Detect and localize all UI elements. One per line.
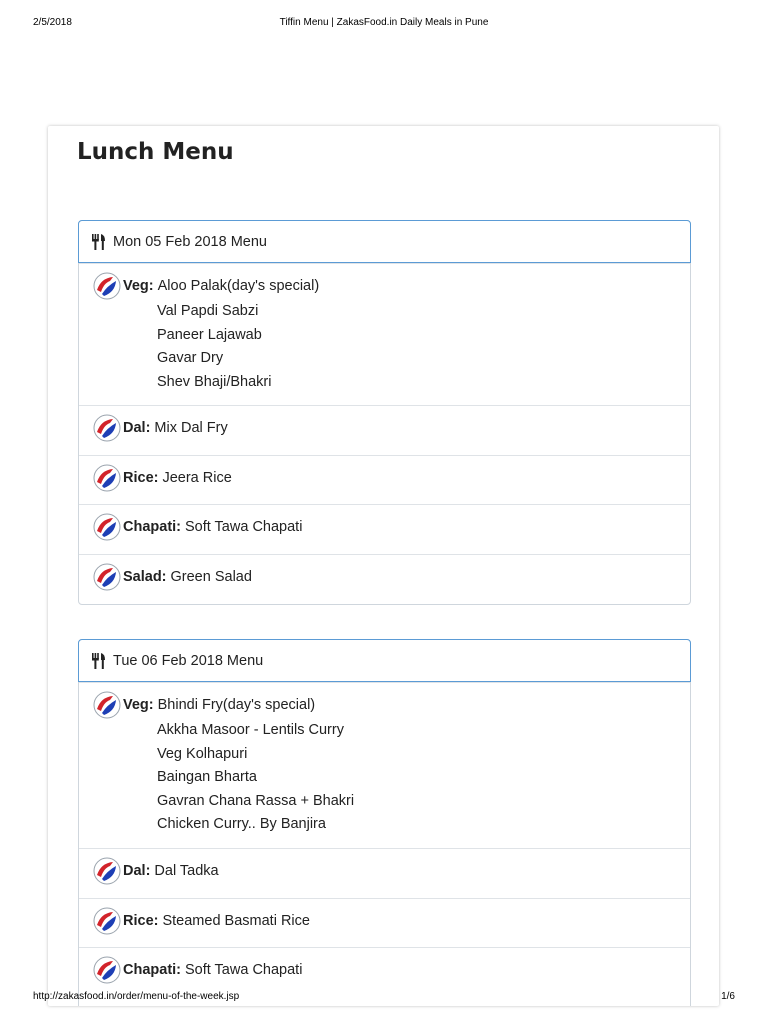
item-value: Jeera Rice [162,469,232,486]
zakas-logo-icon [93,414,121,442]
extra-items-list [157,300,690,394]
item-value: Soft Tawa Chapati [185,962,303,978]
item-key: Veg: [123,278,154,294]
day-menu-panel [78,220,691,605]
fork-knife-icon [92,653,106,669]
fork-knife-icon [92,234,106,250]
item-value: Soft Tawa Chapati [185,519,303,535]
print-header [0,17,768,33]
zakas-logo-icon [93,956,121,984]
day-menu-heading [78,639,691,682]
menu-card [48,126,719,1006]
item-key: Dal: [123,420,151,436]
menu-item-row [79,455,690,505]
print-page-title: Tiffin Menu | ZakasFood.in Daily Meals in Pune [279,17,489,28]
menu-item-row [79,504,690,554]
print-date: 2/5/2018 [33,17,72,28]
item-value: Steamed Basmati Rice [162,912,310,929]
menu-item-row [79,682,690,848]
menu-item-row [79,947,690,997]
item-key: Rice: [123,912,159,929]
extra-item: Gavar Dry [157,350,224,366]
page-title: Lunch Menu [77,139,234,165]
menu-item-row [79,554,690,602]
item-value: Bhindi Fry(day's special) [157,697,316,713]
menu-item-row [79,848,690,898]
day-menu-heading-text: Tue 06 Feb 2018 Menu [113,652,264,669]
zakas-logo-icon [93,691,121,719]
day-menu-heading-text: Mon 05 Feb 2018 Menu [113,233,267,250]
zakas-logo-icon [93,907,121,935]
item-key: Salad: [123,568,167,585]
menu-item-row [79,405,690,455]
zakas-logo-icon [93,563,121,591]
zakas-logo-icon [93,857,121,885]
menu-item-row [79,263,690,405]
day-menu-panel [78,639,691,1006]
extra-item: Gavran Chana Rassa + Bhakri [157,792,355,809]
extra-item: Val Papdi Sabzi [157,303,259,319]
item-key: Chapati: [123,519,181,535]
print-footer [0,991,768,1007]
extra-items-list [157,719,690,837]
item-value: Dal Tadka [154,863,219,879]
item-key: Chapati: [123,962,181,978]
extra-item: Paneer Lajawab [157,326,262,343]
extra-item: Baingan Bharta [157,769,257,785]
item-key: Veg: [123,697,154,713]
zakas-logo-icon [93,513,121,541]
extra-item: Shev Bhaji/Bhakri [157,373,272,390]
extra-item: Akkha Masoor - Lentils Curry [157,722,344,738]
item-value: Green Salad [170,568,252,585]
zakas-logo-icon [93,272,121,300]
menu-item-row [79,898,690,948]
item-key: Rice: [123,469,159,486]
zakas-logo-icon [93,464,121,492]
day-menu-heading [78,220,691,263]
extra-item: Chicken Curry.. By Banjira [157,816,326,832]
item-value: Aloo Palak(day's special) [157,278,320,294]
print-url: http://zakasfood.in/order/menu-of-the-week.jsp [33,991,240,1002]
item-value: Mix Dal Fry [154,420,228,436]
extra-item: Veg Kolhapuri [157,745,248,762]
print-page-number: 1/6 [721,991,735,1002]
item-key: Dal: [123,863,151,879]
